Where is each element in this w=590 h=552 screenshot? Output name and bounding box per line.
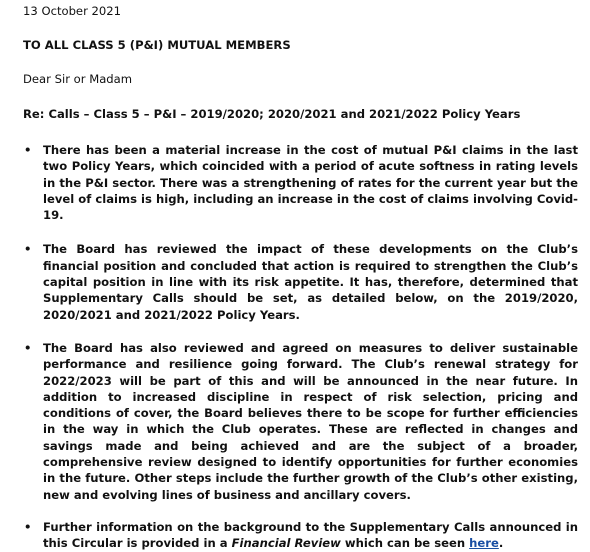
bullet-item-sustainable-performance [23, 340, 578, 503]
bullet-text: The Board has reviewed the impact of these developments on the Club’s financial position and concluded that action is required to strengthen the Club’s capital position in line with its risk appetite. It has, therefore, determined that Supplementary Calls should be set, as detailed below, on the 2019/2020, 2020/2021 and 2021/2022 Policy Years. [43, 242, 578, 322]
bullet-text-after: . [498, 536, 504, 551]
bullet-dot: • [24, 143, 32, 157]
bullet-text-before: Further information on the background to the Supplementary Calls announced in this Circular is provided in a [43, 519, 578, 551]
bullet-dot: • [24, 340, 32, 355]
bullet-item-claims-increase [23, 142, 578, 223]
bullet-text: There has been a material increase in the cost of mutual P&I claims in the last two Policy Years, which coincided with a period of acute softness in rating levels in the P&I sector. There was a strengthening of rates for the current year but the level of claims is high, including an increase in the cost of claims involving Covid-19. [43, 143, 578, 223]
bullet-dot: • [24, 242, 32, 257]
subject-line: Re: Calls – Class 5 – P&I – 2019/2020; 2020/2021 and 2021/2022 Policy Years [23, 107, 521, 121]
letter-title: TO ALL CLASS 5 (P&I) MUTUAL MEMBERS [23, 38, 291, 52]
letter-date: 13 October 2021 [23, 4, 122, 18]
bullet-list [23, 142, 578, 552]
salutation: Dear Sir or Madam [23, 72, 133, 86]
here-link[interactable]: here [469, 536, 499, 551]
bullet-item-board-review [23, 241, 578, 322]
bullet-text-middle: which can be seen [340, 536, 470, 551]
bullet-dot: • [24, 519, 32, 534]
financial-review-title: Financial Review [231, 536, 341, 551]
bullet-text: The Board has also reviewed and agreed on measures to deliver sustainable performance and resilience going forward. The Club’s renewal strategy for 2022/2023 will be part of this and will be announced in the near future. In addition to increased discipline in respect of risk selection, pricing and conditions of cover, the Board believes there to be scope for further efficiencies in the way in which the Club operates. These are reflected in changes and savings made and being achieved and are the subject of a broader, comprehensive review designed to identify opportunities for further economies in the future. Other steps include the further growth of the Club’s other existing, new and evolving lines of business and ancillary covers. [43, 340, 578, 502]
bullet-item-further-information [23, 519, 578, 552]
